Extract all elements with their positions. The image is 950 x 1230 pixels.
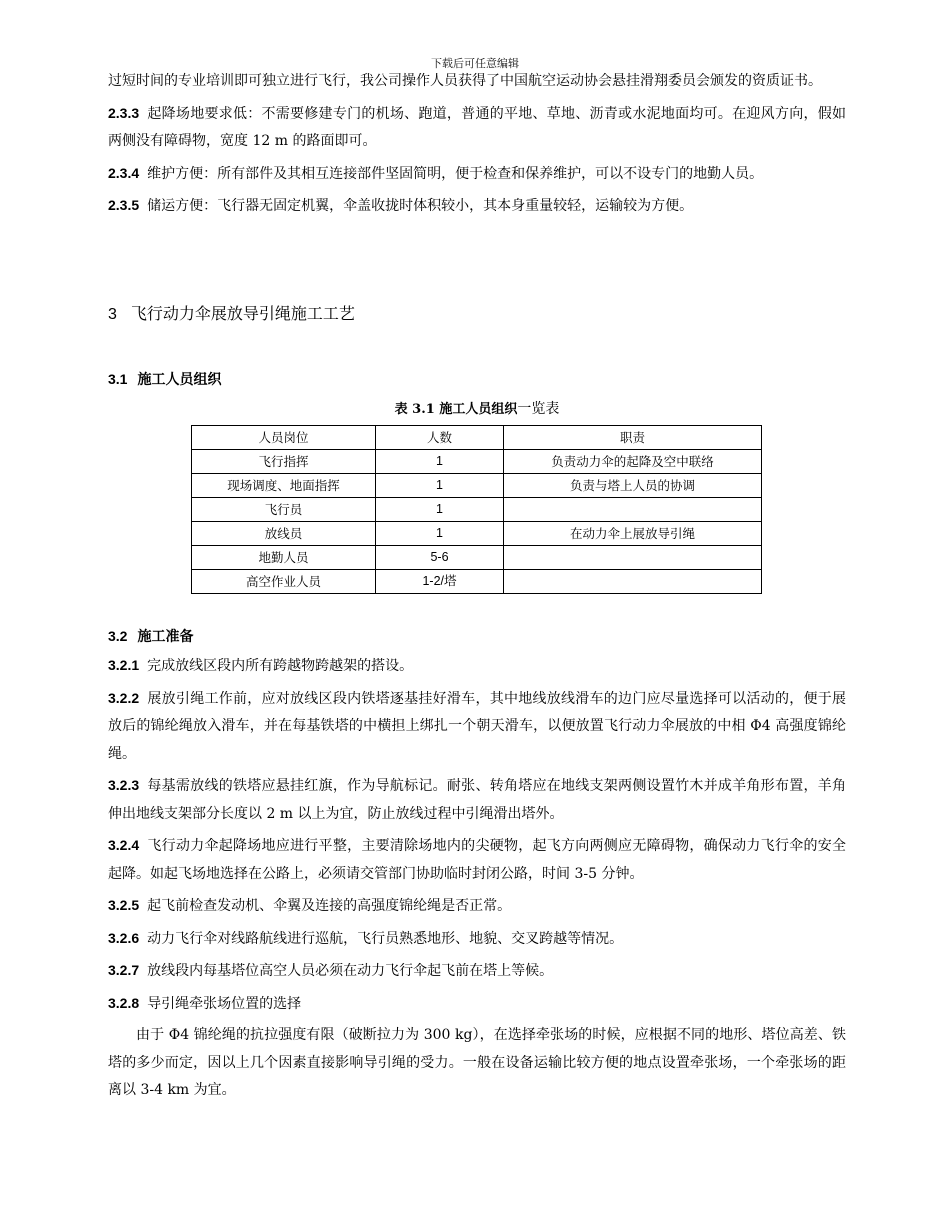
cell-duty: 负责与塔上人员的协调: [504, 474, 762, 498]
paragraph-3-2-8: 3.2.8 导引绳牵张场位置的选择: [108, 994, 302, 1012]
top-paragraphs: [108, 68, 846, 221]
table-row: [192, 450, 762, 474]
cell-duty: [504, 570, 762, 594]
cell-duty: 负责动力伞的起降及空中联络: [504, 450, 762, 474]
cell-position: 现场调度、地面指挥: [192, 474, 376, 498]
paragraph-2-3-3: 2.3.3 起降场地要求低：不需要修建专门的机场、跑道，普通的平地、草地、沥青或水泥地面均可。在迎风方向，假如两侧没有障碍物，宽度 12 m 的路面即可。: [108, 104, 846, 149]
cell-position: 高空作业人员: [192, 570, 376, 594]
paragraph-3-2-5: 3.2.5 起飞前检查发动机、伞翼及连接的高强度锦纶绳是否正常。: [108, 897, 512, 914]
cell-duty: 在动力伞上展放导引绳: [504, 522, 762, 546]
cell-duty: [504, 546, 762, 570]
paragraph-3-2-3: 3.2.3 每基需放线的铁塔应悬挂红旗，作为导航标记。耐张、转角塔应在地线支架两侧设置竹木并成羊角形布置，羊角伸出地线支架部分长度以 2 m 以上为宜，防止放线过程中引绳滑出塔外。: [108, 777, 846, 822]
cell-duty: [504, 498, 762, 522]
header-cell-position: 人员岗位: [192, 426, 376, 450]
table-row: [192, 498, 762, 522]
paragraph-traction-field: 由于 Φ4 锦纶绳的抗拉强度有限（破断拉力为 300 kg），在选择牵张场的时候，应根据不同的地形、塔位高差、铁塔的多少而定，因以上几个因素直接影响导引绳的受力。一般在设备运输比较方便的地点设置牵张场，一个牵张场的距离以 3-4 km 为宜。: [108, 1027, 846, 1098]
cell-position: 飞行员: [192, 498, 376, 522]
paragraph-3-2-1: 3.2.1 完成放线区段内所有跨越物跨越架的搭设。: [108, 657, 414, 674]
paragraph-3-2-7: 3.2.7 放线段内每基塔位高空人员必须在动力飞行伞起飞前在塔上等候。: [108, 962, 554, 979]
cell-count: 1: [376, 474, 504, 498]
paragraph-3-2-2: 3.2.2 展放引绳工作前，应对放线区段内铁塔逐基挂好滑车，其中地线放线滑车的边门应尽量选择可以活动的，便于展放后的锦纶绳放入滑车，并在每基铁塔的中横担上绑扎一个朝天滑车，以便放置飞行动力伞展放的中相 Φ4 高强度锦纶绳。: [108, 689, 846, 762]
header-cell-duty: 职责: [504, 426, 762, 450]
table-row: [192, 570, 762, 594]
cell-count: 1: [376, 498, 504, 522]
cell-position: 放线员: [192, 522, 376, 546]
cell-position: 飞行指挥: [192, 450, 376, 474]
header-cell-count: 人数: [376, 426, 504, 450]
cell-count: 5-6: [376, 546, 504, 570]
cell-count: 1-2/塔: [376, 570, 504, 594]
table-caption: 表 3.1 施工人员组织一览表: [394, 401, 560, 417]
paragraph-intro: 过短时间的专业培训即可独立进行飞行，我公司操作人员获得了中国航空运动协会悬挂滑翔委员会颁发的资质证书。: [108, 73, 822, 89]
table-row: [192, 474, 762, 498]
table-row: [192, 546, 762, 570]
paragraph-3-2-4: 3.2.4 飞行动力伞起降场地应进行平整，主要清除场地内的尖硬物，起飞方向两侧应无障碍物，确保动力飞行伞的安全起降。如起飞场地选择在公路上，必须请交管部门协助临时封闭公路，时间 3-5 分钟。: [108, 837, 846, 882]
paragraph-2-3-4: 2.3.4 维护方便：所有部件及其相互连接部件坚固简明，便于检查和保养维护，可以不设专门的地勤人员。: [108, 164, 764, 182]
page-header-note: 下载后可任意编辑: [431, 57, 519, 70]
section-3-2-heading: 3.2 施工准备: [108, 628, 194, 645]
table-header-row: [192, 426, 762, 450]
staff-table: [191, 425, 762, 594]
section-3-1-heading: 3.1 施工人员组织: [108, 371, 222, 388]
paragraph-3-2-6: 3.2.6 动力飞行伞对线路航线进行巡航，飞行员熟悉地形、地貌、交叉跨越等情况。: [108, 929, 624, 947]
table-row: [192, 522, 762, 546]
section-3-heading: 3 飞行动力伞展放导引绳施工工艺: [108, 304, 355, 323]
cell-count: 1: [376, 450, 504, 474]
paragraph-2-3-5: 2.3.5 储运方便：飞行器无固定机翼，伞盖收拢时体积较小，其本身重量较轻，运输较为方便。: [108, 197, 694, 214]
preparation-list: [108, 652, 846, 1105]
cell-count: 1: [376, 522, 504, 546]
cell-position: 地勤人员: [192, 546, 376, 570]
